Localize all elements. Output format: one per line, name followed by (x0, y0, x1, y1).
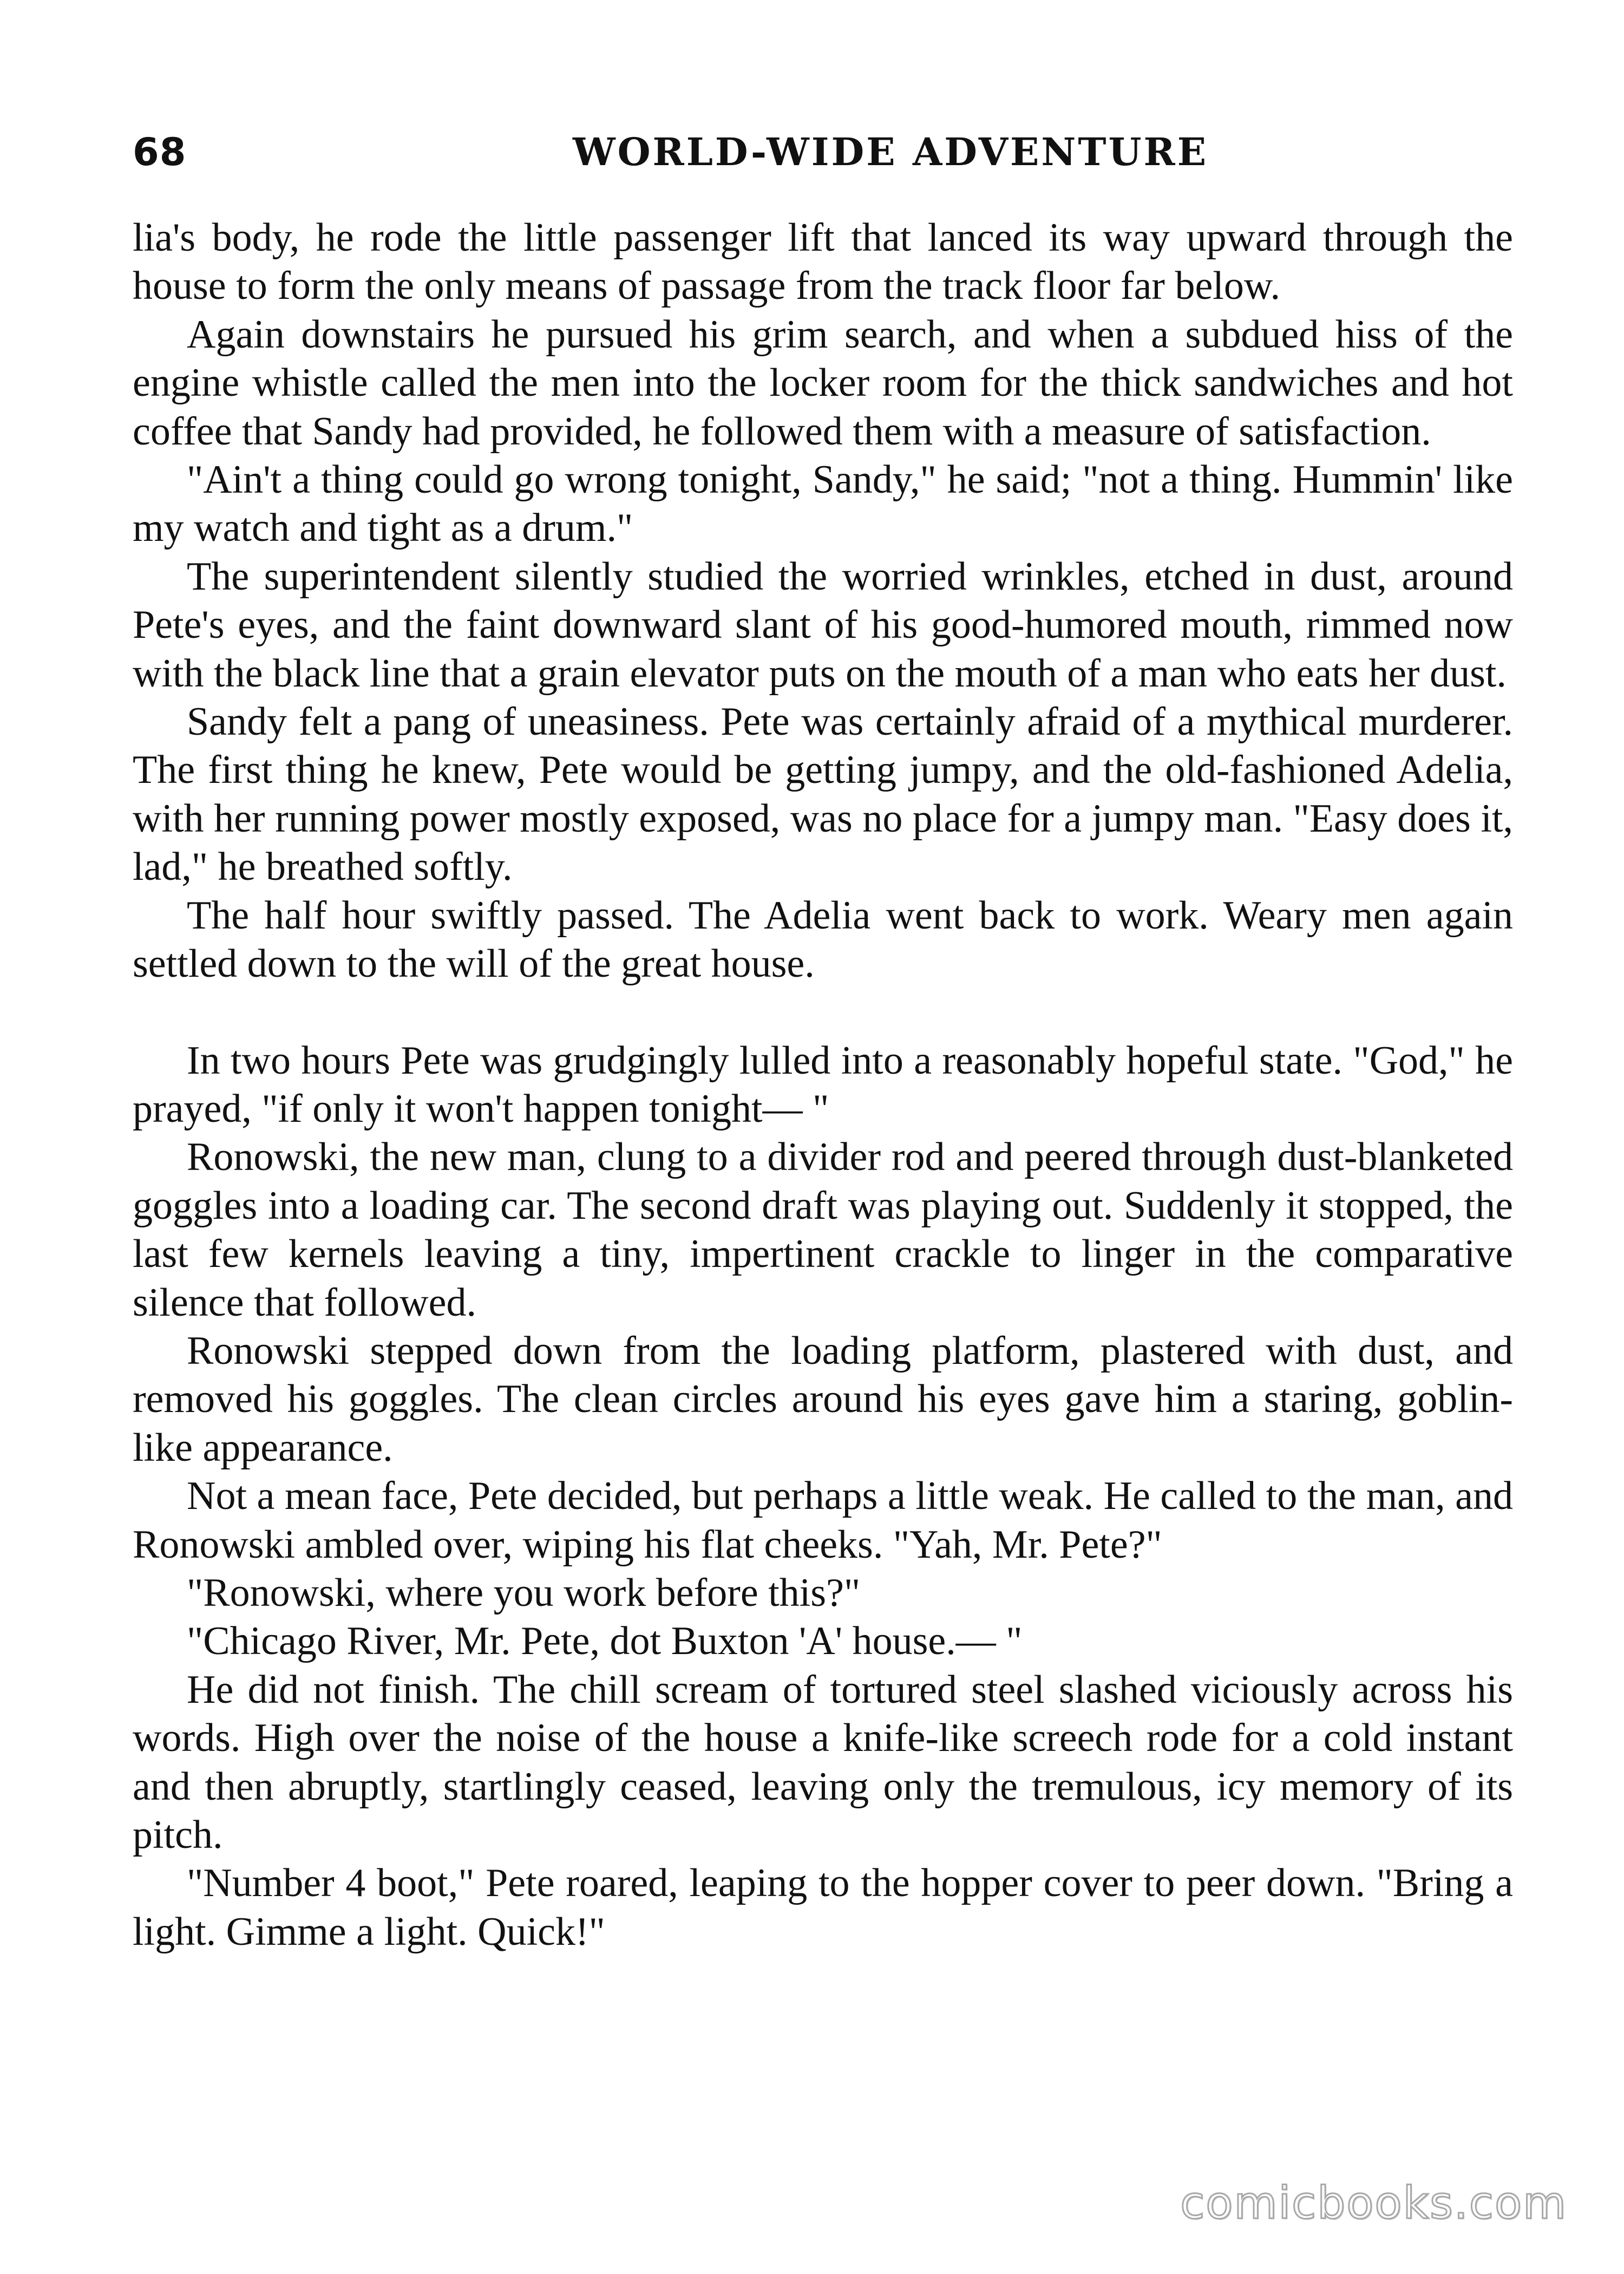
paragraph: Again downstairs he pursued his grim search, and when a subdued hiss of the engine whistle called the men into the locker room for the thick sandwiches and hot coffee that Sandy had provided, he followed them with a measure of satisfaction. (133, 312, 1513, 454)
watermark: comicbooks.com (1180, 2178, 1567, 2229)
section-break (133, 989, 1513, 1037)
paragraph: In two hours Pete was grudgingly lulled into a reasonably hopeful state. "God," he prayed, "if only it won't happen tonight— " (133, 1038, 1513, 1131)
paragraph: Ronowski stepped down from the loading platform, plastered with dust, and removed his goggles. The clean circles around his eyes gave him a staring, goblin-like appearance. (133, 1328, 1513, 1470)
paragraph: Ronowski, the new man, clung to a divider rod and peered through dust-blanketed goggles into a loading car. The second draft was playing out. Suddenly it stopped, the last few kernels leaving a tiny, impertinent crackle to linger in the comparative silence that followed. (133, 1135, 1513, 1325)
paragraph: He did not finish. The chill scream of tortured steel slashed viciously across his words. High over the noise of the house a knife-like screech rode for a cold instant and then abruptly, startlingly ceased, leaving only the tremulous, icy memory of its pitch. (133, 1667, 1513, 1857)
paragraph: The half hour swiftly passed. The Adelia went back to work. Weary men again settled down to the will of the great house. (133, 893, 1513, 986)
paragraph: Sandy felt a pang of uneasiness. Pete was certainly afraid of a mythical murderer. The first thing he knew, Pete would be getting jumpy, and the old-fashioned Adelia, with her running power mostly exposed, was no place for a jumpy man. "Easy does it, lad," he breathed softly. (133, 700, 1513, 890)
paragraph: "Ain't a thing could go wrong tonight, Sandy," he said; "not a thing. Hummin' like my watch and tight as a drum." (133, 458, 1513, 551)
paragraph: The superintendent silently studied the worried wrinkles, etched in dust, around Pete's eyes, and the faint downward slant of his good-humored mouth, rimmed now with the black line that a grain elevator puts on the mouth of a man who eats her dust. (133, 554, 1513, 696)
paragraph: "Chicago River, Mr. Pete, dot Buxton 'A' house.— " (187, 1619, 1023, 1664)
paragraph: Not a mean face, Pete decided, but perhaps a little weak. He called to the man, and Ronowski ambled over, wiping his flat cheeks. "Yah, Mr. Pete?" (133, 1474, 1513, 1567)
paragraph: "Ronowski, where you work before this?" (187, 1570, 861, 1615)
page-number: 68 (133, 130, 187, 174)
running-title: WORLD-WIDE ADVENTURE (572, 129, 1209, 174)
paragraph: "Number 4 boot," Pete roared, leaping to the hopper cover to peer down. "Bring a light. Gimme a light. Quick!" (133, 1861, 1513, 1954)
paragraph: lia's body, he rode the little passenger lift that lanced its way upward through the house to form the only means of passage from the track floor far below. (133, 215, 1513, 309)
body-text (133, 214, 1513, 1956)
page-header (133, 128, 1510, 177)
